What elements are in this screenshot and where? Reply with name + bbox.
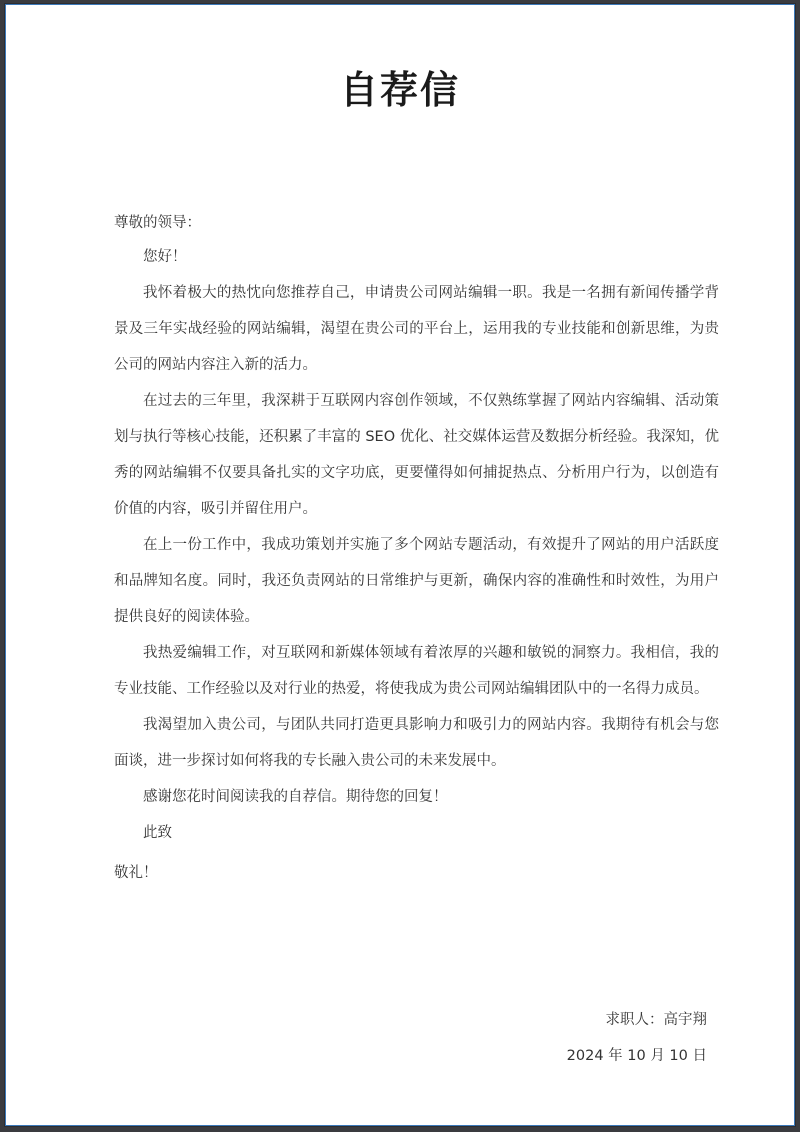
paragraph-3: 在上一份工作中，我成功策划并实施了多个网站专题活动，有效提升了网站的用户活跃度和品牌知名度。同时，我还负责网站的日常维护与更新，确保内容的准确性和时效性，为用户提供良好的阅读体验。 (114, 537, 719, 625)
paragraph-4: 我热爱编辑工作，对互联网和新媒体领域有着浓厚的兴趣和敏锐的洞察力。我相信，我的专业技能、工作经验以及对行业的热爱，将使我成为贵公司网站编辑团队中的一名得力成员。 (114, 645, 719, 697)
paragraph-5: 我渴望加入贵公司，与团队共同打造更具影响力和吸引力的网站内容。我期待有机会与您面谈，进一步探讨如何将我的专长融入贵公司的未来发展中。 (114, 717, 719, 769)
regards: 敬礼！ (114, 865, 158, 881)
closing: 此致 (143, 825, 172, 841)
greeting: 您好！ (143, 249, 187, 265)
signature: 求职人：高宇翔 (605, 1012, 707, 1028)
page-title: 自荐信 (339, 68, 460, 112)
date: 2024 年 10 月 10 日 (566, 1048, 707, 1064)
paragraph-1: 我怀着极大的热忱向您推荐自己，申请贵公司网站编辑一职。我是一名拥有新闻传播学背景及三年实战经验的网站编辑，渴望在贵公司的平台上，运用我的专业技能和创新思维，为贵公司的网站内容注入新的活力。 (114, 285, 719, 373)
salutation: 尊敬的领导： (114, 215, 201, 231)
paragraph-6: 感谢您花时间阅读我的自荐信。期待您的回复！ (143, 789, 448, 805)
letter-page (5, 4, 795, 1126)
paragraph-2: 在过去的三年里，我深耕于互联网内容创作领域，不仅熟练掌握了网站内容编辑、活动策划与执行等核心技能，还积累了丰富的 SEO 优化、社交媒体运营及数据分析经验。我深知，优秀的网站编辑不仅要具备扎实的文字功底，更要懂得如何捕捉热点、分析用户行为，以创造有价值的内容，吸引并留住用户。 (114, 393, 719, 517)
